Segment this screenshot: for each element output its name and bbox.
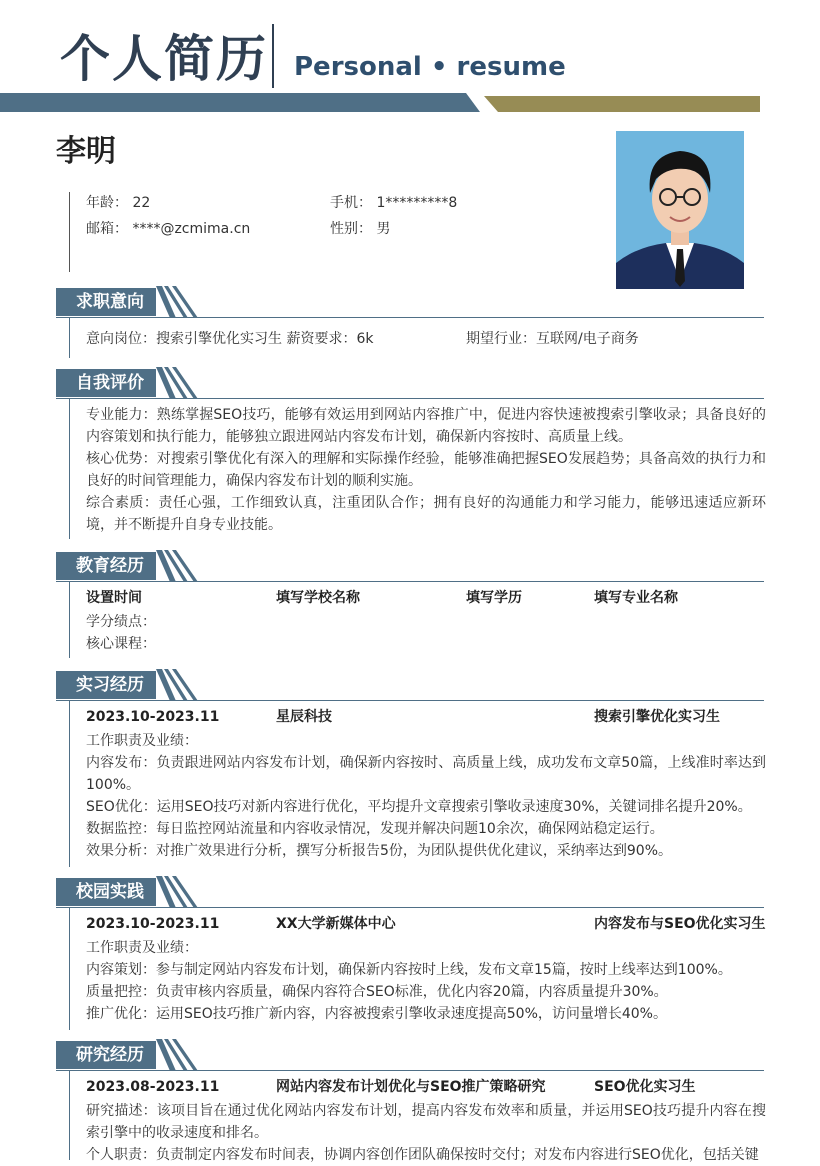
section-header-intern [56, 669, 764, 703]
edu-degree: 填写学历 [466, 590, 522, 606]
campus-duty-2: 质量把控：负责审核内容质量，确保内容符合SEO标准，优化内容20篇，内容质量提升30%。 [86, 984, 668, 1000]
campus-org: XX大学新媒体中心 [276, 916, 396, 932]
phone-label: 手机： [330, 195, 372, 211]
section-bar [69, 1071, 70, 1160]
self-eval-skills: 专业能力：熟练掌握SEO技巧，能够有效运用到网站内容推广中，促进内容快速被搜索引擎收录；具备良好的内容策划和执行能力，能够独立跟进网站内容发布计划，确保新内容按时、高质量上线。 [86, 407, 766, 445]
title-divider [272, 24, 274, 88]
gender-row [330, 219, 390, 239]
gender-value: 男 [376, 221, 391, 237]
email-label: 邮箱： [86, 221, 128, 237]
campus-role: 内容发布与SEO优化实习生 [594, 916, 766, 932]
section-header-campus [56, 876, 764, 910]
section-bar [69, 908, 70, 1030]
age-row [86, 193, 150, 213]
campus-time: 2023.10-2023.11 [86, 916, 220, 932]
header-band-blue [0, 93, 480, 112]
profile-photo [616, 131, 744, 289]
email-value: ****@zcmima.cn [132, 221, 251, 237]
intern-role: 搜索引擎优化实习生 [594, 709, 720, 725]
section-header-self [56, 367, 764, 401]
edu-major: 填写专业名称 [594, 590, 678, 606]
intern-duty-4: 效果分析：对推广效果进行分析，撰写分析报告5份，为团队提供优化建议，采纳率达到90%。 [86, 843, 673, 859]
self-eval-strengths: 核心优势：对搜索引擎优化有深入的理解和实际操作经验，能够准确把握SEO发展趋势；具备高效的执行力和良好的时间管理能力，确保内容发布计划的顺利实施。 [86, 451, 766, 489]
edu-time: 设置时间 [86, 590, 142, 606]
resume-title-cn: 个人简历 [60, 30, 268, 88]
section-header-edu [56, 550, 764, 584]
research-time: 2023.08-2023.11 [86, 1079, 220, 1095]
campus-duty-heading: 工作职责及业绩： [86, 940, 198, 956]
section-title-edu: 教育经历 [56, 552, 156, 580]
intern-duty-heading: 工作职责及业绩： [86, 733, 198, 749]
age-value: 22 [132, 195, 151, 211]
edu-school: 填写学校名称 [276, 590, 360, 606]
intern-duty-1: 内容发布：负责跟进网站内容发布计划，确保新内容按时、高质量上线，成功发布文章50篇，上线准时率达到100%。 [86, 755, 766, 793]
research-duties: 个人职责：负责制定内容发布时间表，协调内容创作团队确保按时交付；对发布内容进行SEO优化，包括关键 [86, 1147, 759, 1163]
edu-gpa: 学分绩点： [86, 614, 156, 630]
email-row [86, 219, 250, 239]
research-description: 研究描述：该项目旨在通过优化网站内容发布计划，提高内容发布效率和质量，并运用SEO技巧提升内容在搜索引擎中的收录速度和排名。 [86, 1103, 766, 1141]
section-header-intent [56, 286, 764, 320]
section-title-intern: 实习经历 [56, 671, 156, 699]
header-band-olive [484, 96, 760, 112]
gender-label: 性别： [330, 221, 372, 237]
campus-duty-3: 推广优化：运用SEO技巧推广新内容，内容被搜索引擎收录速度提高50%，访问量增长40%。 [86, 1006, 667, 1022]
phone-row [330, 193, 457, 213]
campus-duty-1: 内容策划：参与制定网站内容发布计划，确保新内容按时上线，发布文章15篇，按时上线率达到100%。 [86, 962, 732, 978]
candidate-name: 李明 [56, 134, 116, 169]
section-bar [69, 399, 70, 539]
section-bar [69, 701, 70, 867]
self-eval-qualities: 综合素质：责任心强，工作细致认真，注重团队合作；拥有良好的沟通能力和学习能力，能够迅速适应新环境，并不断提升自身专业技能。 [86, 495, 766, 533]
section-title-research: 研究经历 [56, 1041, 156, 1069]
age-label: 年龄： [86, 195, 128, 211]
section-title-campus: 校园实践 [56, 878, 156, 906]
section-title-self: 自我评价 [56, 369, 156, 397]
section-bar [69, 318, 70, 358]
section-bar [69, 582, 70, 658]
intent-position: 意向岗位：搜索引擎优化实习生 薪资要求：6k [86, 331, 374, 347]
edu-courses: 核心课程： [86, 636, 156, 652]
resume-title-en: Personal • resume [294, 52, 566, 82]
profile-photo-illustration [616, 131, 744, 289]
section-title-intent: 求职意向 [56, 288, 156, 316]
research-role: SEO优化实习生 [594, 1079, 696, 1095]
intern-duty-3: 数据监控：每日监控网站流量和内容收录情况，发现并解决问题10余次，确保网站稳定运行。 [86, 821, 664, 837]
section-header-research [56, 1039, 764, 1073]
intern-company: 星辰科技 [276, 709, 332, 725]
intern-time: 2023.10-2023.11 [86, 709, 220, 725]
profile-divider [69, 192, 70, 272]
intent-industry: 期望行业：互联网/电子商务 [466, 331, 639, 347]
intern-duty-2: SEO优化：运用SEO技巧对新内容进行优化，平均提升文章搜索引擎收录速度30%，关键词排名提升20%。 [86, 799, 752, 815]
research-project: 网站内容发布计划优化与SEO推广策略研究 [276, 1079, 546, 1095]
phone-value: 1*********8 [376, 195, 458, 211]
